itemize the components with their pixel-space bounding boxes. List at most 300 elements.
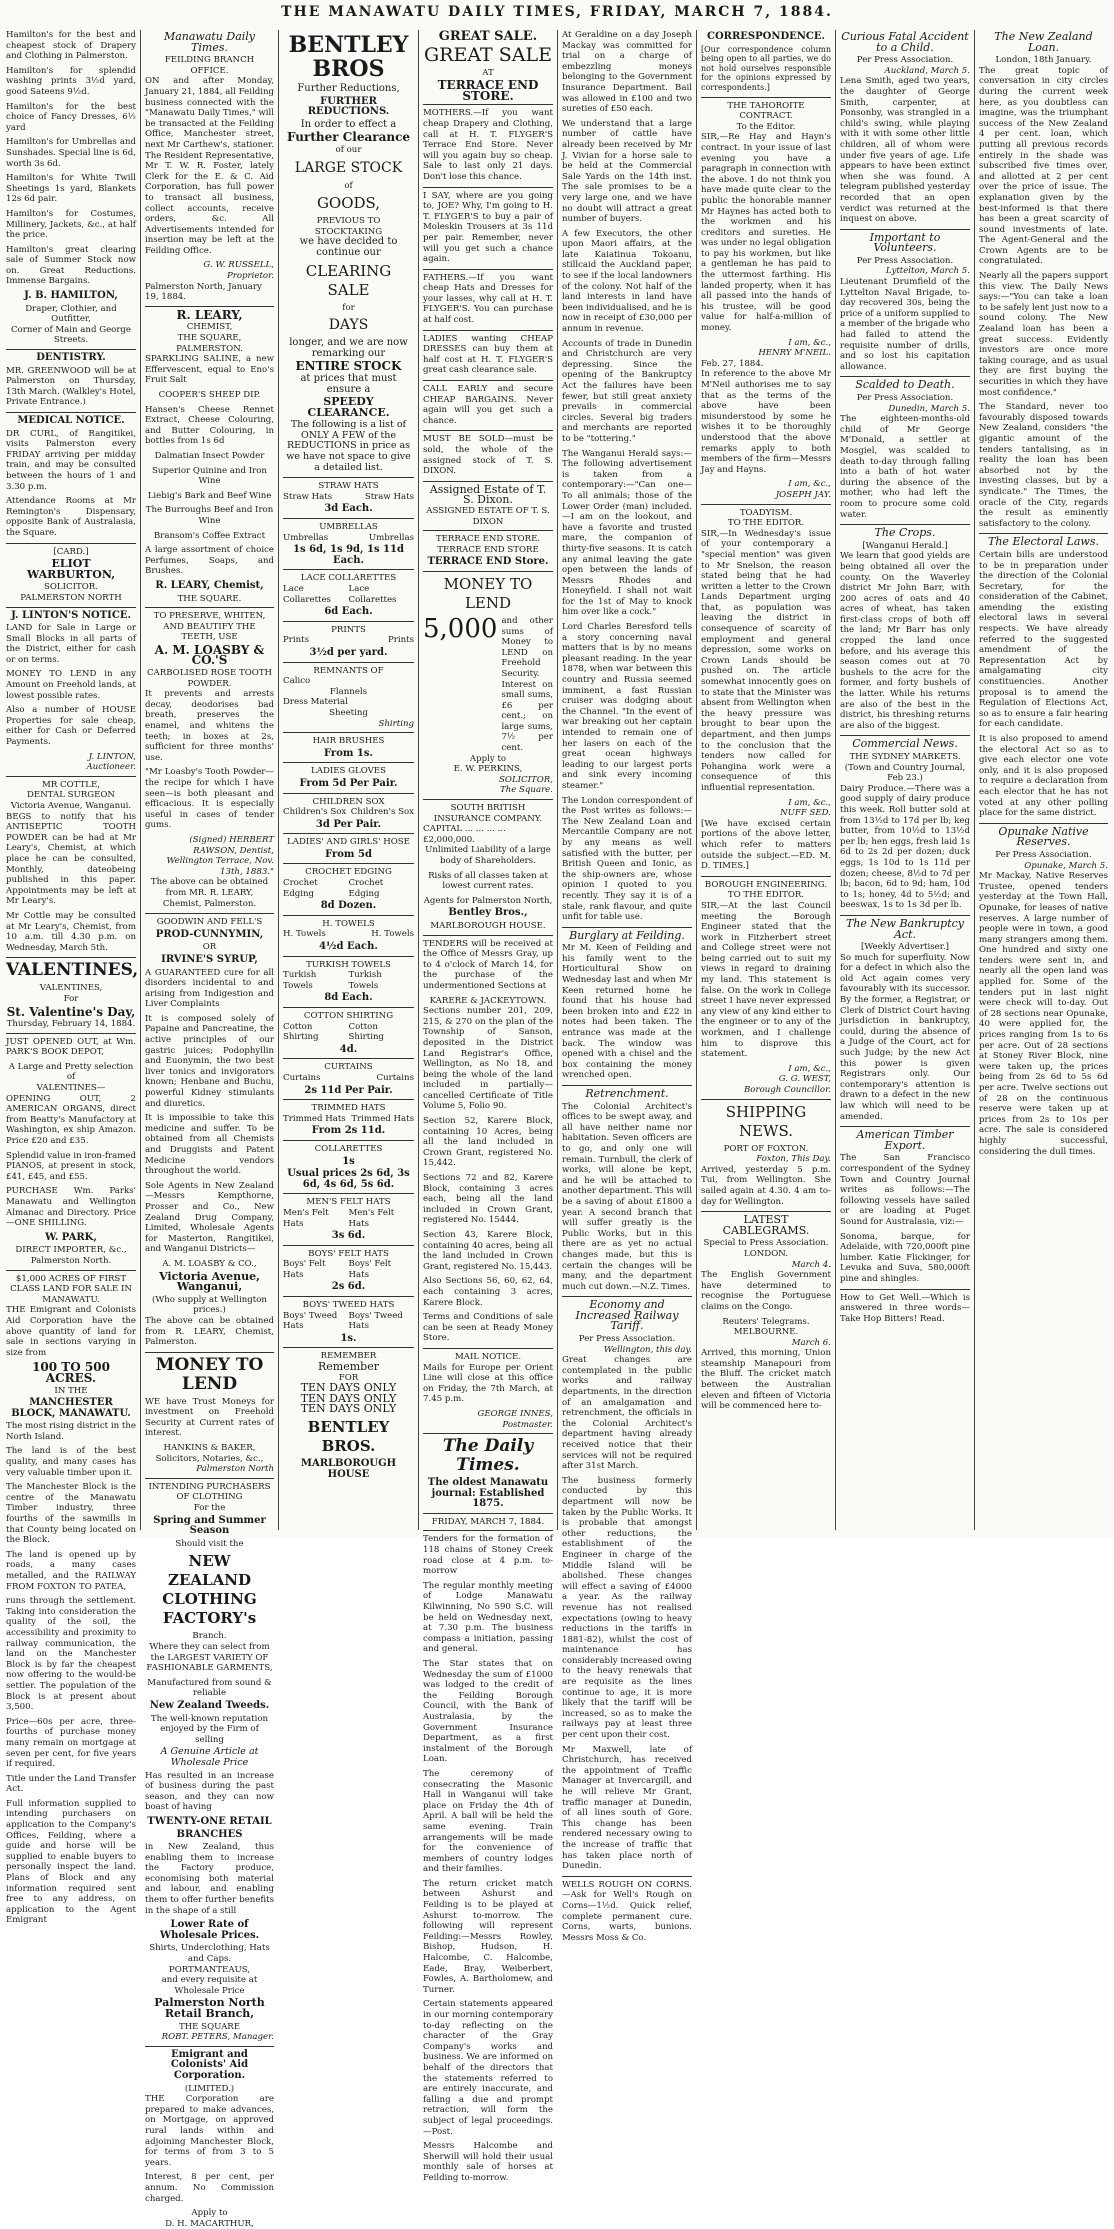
russell-sig: G. W. RUSSELL, [203,260,274,271]
loasby-product: CARBOLISED ROSE TOOTH POWDER. [146,668,273,689]
electoral-text-2: It is also proposed to amend the electoral Act so as to give each elector one vote only, and it is also proposed to require a declaration from each elector that he has not voted at any other polling place for the same district. [979,734,1108,819]
terrace-3: TERRACE END Store. [427,556,549,568]
corp-text: THE Corporation are prepared to make advances, on Mortgage, on approved rural lands within and adjoining Manchester Block, for terms of from 3 to 5 years. [145,2094,274,2168]
victoria-avenue: Victoria Avenue, Wanganui, [159,1269,260,1294]
sox-l: Children's Sox [283,807,347,818]
remember: REMEMBER [320,1351,377,1362]
leary-item-9: A large assortment of choice Perfumes, Soaps, and Brushes. [145,545,274,577]
leary-item-7: The Burroughs Beef and Iron Wine [145,505,274,526]
geraldine-1: At Geraldine on a day Joseph Mackay was committed for trial on a charge of embezzling moneys belonging to the Government Insurance Department. Bail was allowed in £100 and two sureties of £50 each. [562,30,692,115]
hamilton-trade: Draper, Clothier, and Outfitter, [25,303,117,325]
entire-stock: ENTIRE STOCK [295,359,402,374]
dentistry-text: MR. GREENWOOD will be at Palmerston on Thursday, 13th March. (Walkley's Hotel, Private Entrance.) [6,365,136,408]
valentines-2: VALENTINES, [39,983,103,994]
cotton-heading: COTTON SHIRTING [303,1011,394,1021]
section-56: Also Sections 56, 60, 62, 64, each containing 3 acres, Karere Block. [423,1276,553,1308]
column-8 [974,30,1112,1530]
local-5: The return cricket match between Ashurst and Feilding is to be played at Ashurst to-morrow. The following will represent Feilding:—Messrs Rowley, Bishop, Hudson, H. Halcombe, C. Halcombe, Eade, Bray, Weiberbert, Fowles, A. Bartholomew, and Turner. [423,1878,553,1995]
geraldine-2: We understand that a large number of cattle have already been received by Mr J. Vivian for a horse sale to be held at the Commercial Sale Yards on the 14th inst. The sale promises to be a very large one, and we have no doubt will attract a great number of buyers. [562,118,692,225]
economy-text-3: Mr Maxwell, late of Christchurch, has received the appointment of Traffic Manager at Invercargill, and he will relieve Mr Grant, traffic manager at Dunedin, of all lines south of Gore. This change has been rendered necessary owing to the increase of traffic that has taken place north of Dunedin. [562,1744,692,1872]
economy-sub: Per Press Association. [578,1334,676,1345]
postmaster: Postmaster. [502,1419,553,1430]
turkish-price: 8d Each. [324,992,373,1004]
geraldine-5: The Wanganui Herald says:—The following advertisement is taken from a contemporary:—"Can one—To all animals; those of the Lower Order (man) included.—I am on the lookout, and have a favorite and trusted mare, the companion of thirty-five seasons. It is catch any animal leaving the gate open between the lands of Messrs Rhodes and Honeyfield. I shall not wait for the 1st of May to knock him over like a cock." [562,448,692,618]
straw-r: Straw Hats [364,491,414,502]
park-place: Palmerston North. [30,1255,112,1266]
fathers: FATHERS.—If you want cheap Hats and Dresses for your lasses, why call at H. T. FLYGER'S. You can purchase at half cost. [423,272,553,326]
economy-text-1: Great changes are contemplated in the public works and railway departments, in the direction of an amalgamation and retrenchment, the officials in the Colonial Architect's department having already received notice that their services will not be required after 31st March. [562,1355,692,1472]
bentley-heading: BENTLEY BROS [288,32,409,82]
section-43: Section 43, Karere Block, containing 40 acres, being all the land included in Crown Grant, registered No. 15,443. [423,1230,553,1272]
reply-sig-2: JOSEPH JAY. [775,489,831,500]
cottle-text-2: Mr Cottle may be consulted at Mr Leary's, Chemist, from 10 a.m. till 4.30 p.m. on Wednesday, March 5th. [6,910,136,953]
perkins-square: The Square. [499,785,553,796]
linton-sig: J. LINTON, [88,751,136,762]
clearing-sale: CLEARING SALE [305,261,392,299]
masthead-title: THE MANAWATU DAILY TIMES, FRIDAY, MARCH 7, 1884. [281,4,833,20]
manchester-block: MANCHESTER BLOCK, MANAWATU. [11,1397,131,1419]
nzcf-branches: BRANCHES [176,1828,243,1840]
friday-date: FRIDAY, MARCH 7, 1884. [431,1516,545,1527]
mothers: MOTHERS.—If you want cheap Drapery and Clothing, call at H. T. FLYGER'S Terrace End Store. Never will you again buy so cheap. Sale to last only 21 days. Don't lose this chance. [423,108,553,182]
assigned-2: ASSIGNED ESTATE OF T. S. DIXON [426,505,550,527]
remnants-heading: REMNANTS OF [313,665,384,676]
borough-sig-3: Borough Councillor. [743,1085,831,1095]
opunake-sub: Per Press Association. [995,849,1092,860]
crops-text: We learn that good yields are being obtained all over the county. On the Waverley district Mr John Barr, with 200 acres of oats and 40 acres of wheat, has taken first-class crops of both off the land; Mr Barr has only cropped the land once before, and his average this season comes out at 70 bushels to the acre for the former, and forty bushels of the latter. While his returns are also of the best in the district, his threshing returns are also of the biggest. [840,551,970,731]
umbrellas-r: Umbrellas [368,532,414,543]
march-6: March 6. [791,1337,831,1348]
toadyism-text: SIR,—In Wednesday's issue of your contemporary a "special mention" was given to Mr Snelson, the reason stated being that he had written a letter to the Crown Lands Department urging that, as population was leaving the district in consequence of scarcity of employment and general depression, some works on Crown Lands should be pushed on. The article somewhat innocently goes on to state that the Minister was absent from Wellington when the heavy pressure was brought to bear upon the department, and then jumps to the conclusion that the tenders now called for Pohangina work were a consequence of this influential representation. [701,528,831,793]
limited: (LIMITED.) [184,2083,235,2094]
feilding-date: Palmerston North, January 19, 1884. [145,281,262,303]
park-title: DIRECT IMPORTER, &c., [15,1245,127,1256]
correspondence-heading: CORRESPONDENCE. [706,31,825,42]
cottle-name: MR COTTLE, [42,779,100,790]
crochet-l: Crochet Edging [283,878,318,899]
sydney-heading: THE SYDNEY MARKETS. [849,752,961,762]
money-apply: Apply to [469,753,507,764]
ladies: LADIES wanting CHEAP DRESSES can buy them at half cost at H. T. FLYGER'S great cash clearance sale. [423,333,553,376]
emigrant-text: THE Emigrant and Colonists Aid Corporation have the above quantity of land for sale in sections varying in size from [6,1305,136,1358]
leary-item-1: SPARKLING SALINE, a new Effervescent, equal to Eno's Fruit Salt [145,354,274,386]
local-2: The regular monthly meeting of Lodge Manawatu Kilwinning, No 590 S.C. will be held on Wednesday next, at 7.30 p.m. The business compass a initiation, passing and general. [423,1580,553,1655]
volunteers-heading: Important to Volunteers. [869,230,941,255]
column-1 [2,30,140,1926]
intending: INTENDING PURCHASERS OF CLOTHING [148,1481,271,1503]
marlborough-house: MARLBOROUGH HOUSE [300,1458,397,1480]
to-editor-2: TO THE EDITOR. [727,518,805,529]
eliot-place: PALMERSTON NORTH [20,592,122,603]
five-thousand: 5,000 [423,613,498,644]
crochet-r: Crochet Edging [348,878,384,899]
trimmed-r: Trimmed Hats [351,1113,414,1124]
medical-text: DR CURL, of Rangitikei, visits Palmerston every FRIDAY arriving per midday train, and may be consulted between the hours of 1 and 3.30 p.m. [6,428,136,492]
hankins-name: HANKINS & BAKER, [163,1443,256,1454]
sbi-unlimited: Unlimited Liability of a large body of Shareholders. [425,845,551,866]
htowels-price: 4½d Each. [319,941,378,953]
park-opened: JUST OPENED OUT, at Wm. PARK'S BOOK DEPOT, [6,1036,136,1058]
hamilton-ad-3: Hamilton's for the best choice of Fancy Dresses, 6½ yard [6,101,136,133]
hamilton-ad-2: Hamilton's for splendid washing prints 3½d yard, good Sateens 9½d. [6,65,136,97]
loan-place: London, 18th January. [995,55,1092,66]
toadyism-sig: I am, &c., [788,797,831,808]
further-reductions: Further Reductions, [297,83,400,94]
bankruptcy-sub: [Weekly Advertiser.] [861,942,949,953]
hamilton-name: J. B. HAMILTON, [24,290,118,302]
sbi-agents: Agents for Palmerston North, [423,895,553,906]
cotton-price: 4d. [339,1043,358,1055]
scalded-place: Dunedin, March 5. [888,403,970,414]
volunteers-text: Lieutenant Drumfield of the Lyttelton Naval Brigade, to-day recovered 30s, being the price of a uniform supplied to a member of the brigade who had failed to attend the requisite number of drills, and so lost his capitation allowance. [840,277,970,372]
contract-sig: I am, &c., [788,337,831,348]
nzcf-requisite: and every requisite at Wholesale Price [161,1975,258,1996]
or: OR [202,942,217,953]
preserve-heading: TO PRESERVE, WHITEN, AND BEAUTIFY THE TEETH, USE [153,611,266,643]
trimmed-heading: TRIMMED HATS [311,1103,386,1114]
straw-l: Straw Hats [283,491,333,502]
manchester-text-5: runs through the settlement. Taking into consideration the quality of the soil, the accessibility and proximity to railway communication, the land on the Manchester Block is by far the cheapest now offering to the would-be settler. The population of the Block is at present about 3,500. [6,1596,136,1713]
medical-text-2: Attendance Rooms at Mr Remington's Dispensary, opposite Bank of Australasia, the Square. [6,496,136,538]
irvine-text-2: It is composed solely of Papaine and Pancreatine, the active principles of our gastric juices; Podophyllin and Euonymin, the two best liver tonics and invigorators known; Henbane and Buchu, powerful Kidney stimulants and diuretics. [145,1013,274,1109]
hamilton-ad-4: Hamilton's for Umbrellas and Sunshades. Special line is 6d, worth 3s 6d. [6,137,136,169]
mdt-heading: Manawatu Daily Times. [163,30,256,54]
scalded-text: The eighteen-months-old child of Mr George M'Donald, a settler at Mosgiel, was scalded to death to-day through falling into a bath of hot water during the absence of the mother, who had left the room to procure some cold water. [840,414,970,520]
leary-item-8: Bransom's Coffee Extract [153,530,266,541]
park-pianos: Splendid value in iron-framed PIANOS, at present in stock, £41, £45, and £55. [6,1150,136,1182]
loasby-signed: (Signed) HERBERT RAWSON, Dentist, [189,834,274,856]
victoria-3: The above can be obtained from R. LEARY, Chemist, Palmerston. [145,1315,274,1348]
section-52: Section 52, Karere Block, containing 10 Acres, being all the land included in Crown Grant, registered No. 15,442. [423,1116,553,1169]
corns-ad: WELLS ROUGH ON CORNS.—Ask for Well's Rough on Corns—1½d. Quick relief, complete permanent cure. Corns, warts, bunions. Messrs Moss & Co. [562,1879,692,1943]
terrace-1: TERRACE END STORE. [435,534,541,545]
corp-apply: Apply to [191,2208,228,2219]
htowels-heading: H. TOWELS [322,918,375,929]
remnants-shirting: Shirting [378,718,414,729]
medical-heading: MEDICAL NOTICE. [17,415,125,426]
economy-place: Wellington, this day. [603,1344,692,1355]
innes: GEORGE INNES, [477,1408,553,1419]
cablegrams-heading: LATEST CABLEGRAMS. [722,1213,810,1237]
russell-title: Proprietor. [226,271,274,282]
great-sale-2: GREAT SALE [424,43,552,66]
loasby-obtained: The above can be obtained from MR. R. LEARY, Chemist, Palmerston. [150,877,269,909]
bentley-bros: BENTLEY BROS. [307,1418,390,1455]
loasby-signed-2: Wellington Terrace, Nov. 13th, 1883." [166,856,274,877]
umbrellas-price: 1s 6d, 1s 9d, 1s 11d Each. [293,544,404,566]
march-4: March 4. [791,1259,831,1270]
editor-note: [We have excised certain portions of the above letter, which refer to matters outside the subject.—ED. M. D. TIMES.] [701,818,831,872]
irvine: IRVINE'S SYRUP, [161,953,258,965]
geraldine-3: A few Executors, the other upon Maori affairs, at the late Kaiatinua Tokoanu, stillcaid the Auckland paper, to see if the local landowners of the colony. Not half of the land interests in land have been individualised, and he is now in receipt of £30,000 per annum in revenue. [562,228,692,335]
mail-heading: MAIL NOTICE. [454,1351,522,1362]
ten-days-1: TEN DAYS ONLY [300,1381,397,1395]
tweed-heading: BOYS' TWEED HATS [302,1300,395,1311]
toadyism-heading: TOADYISM. [739,507,793,518]
leary-item-6: Liebig's Bark and Beef Wine [147,490,272,501]
curious-heading: Curious Fatal Accident to a Child. [841,30,969,54]
feilding-text: ON and after Monday, January 21, 1884, all Feilding business connected with the "Manawatu Daily Times," will be transacted at the Feilding Office, Manchester street, next Mr Carthew's, stationer. The Resident Representative, Mr T. W. R. Foster, lately Clerk for the E. & C. Aid Corporation, has full power to transact all business, collect accounts, receive orders, &c. All Advertisements intended for insertion may be left at the Feilding Office. [145,76,274,256]
i-say: I SAY, where are you going to, JOE? Why, I'm going to H. T. FLYGER'S to buy a pair of Moleskin Trousers at 3s 11d per pair. Remember, never will you get such a chance again. [423,190,553,265]
nzcf-twenty: TWENTY-ONE RETAIL [147,1815,272,1827]
column-2 [140,30,278,2229]
linton-money: MONEY TO LEND in any Amount on Freehold lands, at lowest possible rates. [6,669,136,701]
goodwin: GOODWIN AND FELL'S [156,917,263,928]
umbrellas-l: Umbrellas [283,532,329,543]
local-7: Messrs Halcombe and Sherwill will hold their usual monthly sale of horses at Feilding to-morrow. [423,2141,553,2183]
geraldine-7: The London correspondent of the Post writes as follows:—The New Zealand Loan and Mercantile Company are not by any means as well satisfied with the butter, per British Queen and Ionic, as the ship-owners are, whose opinion I quoted to you recently. They say it is of a stale, rank flavour, and quite unfit for table use. [562,795,692,923]
nzcf-lower: Lower Rate of Wholesale Prices. [159,1919,260,1941]
manchester-text-2: The land is of the best quality, and many cases has very valuable timber upon it. [6,1446,136,1478]
terrace-2: TERRACE END STORE [437,544,539,555]
oldest-journal: The oldest Manawatu journal: Established 1875. [427,1477,549,1510]
curtains-l: Curtains [283,1072,321,1083]
crops-sub: [Wanganui Herald.] [862,540,948,551]
london-heading: LONDON. [744,1248,788,1259]
leary-heading: R. LEARY, [176,307,243,322]
contract-reply: In reference to the above Mr M'Neil authorises me to say that as the terms of the above have been misunderstood by some he wishes it to be thoroughly understood that the above remarks apply to both members of the firm—Messrs Jay and Hayns. [701,369,831,475]
large-stock: LARGE STOCK [294,159,403,176]
local-6: Certain statements appeared in our morning contemporary to-day reflecting on the character of the Gray Company's works and business. We are informed on behalf of the directors that the statements referred to are entirely inaccurate, and falling a due and prompt retraction, will form the subject of legal proceedings.—Post. [423,1999,553,2137]
loan-text-1: The great topic of conversation in city circles during the current week here, as you doubtless can imagine, was the triumphant success of the New Zealand 4 per cent. loan, which putting all previous records entirely in the shade was subscribed five times over, and allotted at 2 per cent over the price of issue. The explanation given by the best-informed is that there has been a great scarcity of sound investments of late. The Agent-General and the Crown Agents are to be congratulated. [979,65,1108,267]
remember-2: Remember [318,1360,379,1374]
to-editor-3: TO THE EDITOR. [727,890,805,901]
opunake-place: Opunake, March 5. [1024,860,1108,871]
great-sale: GREAT SALE. [438,29,538,44]
eliot-name: ELIOT WARBURTON, [26,557,116,581]
melbourne: MELBOURNE. [733,1327,799,1338]
nzcf-where: Where they can select from the LARGEST VARIETY OF FASHIONABLE GARMENTS, [146,1642,273,1674]
of: of [344,180,353,191]
bankruptcy-heading: The New Bankruptcy Act. [845,916,965,941]
at: AT [482,67,494,78]
how-to-get-well: How to Get Well.—Which is answered in three words—Take Hop Bitters! Read. [840,1292,970,1324]
assigned: Assigned Estate of T. S. Dixon. [429,482,547,507]
local-1: Tenders for the formation of 118 chains of Stoney Creek road close at 4 p.m. to-morrow [423,1534,553,1577]
terrace-end-store: TERRACE END STORE. [437,78,539,103]
sbi-heading: SOUTH BRITISH INSURANCE COMPANY. [433,803,543,824]
nzcf-heading: NEW ZEALAND CLOTHING FACTORY's [162,1552,257,1628]
burglary-heading: Burglary at Feilding. [569,928,685,942]
leary-chemist: CHEMIST, [186,322,233,333]
economy-heading: Economy and Increased Railway Tariff. [575,1298,679,1333]
turkish-l: Turkish Towels [283,970,317,991]
foxton-day: Foxton, This Day. [756,1154,831,1165]
sbi-bentley: Bentley Bros., [448,907,528,919]
leary-sig: R. LEARY, Chemist, [155,579,264,591]
port-foxton: PORT OF FOXTON. [723,1143,809,1154]
boys-heading: BOYS' FELT HATS [308,1248,389,1259]
following: The following is a list of ONLY A FEW of the REDUCTIONS in price as we have not space to give a detailed list. [286,419,411,473]
peters-manager: ROBT. PETERS, Manager. [161,2032,274,2043]
reply-sig: I am, &c., [788,479,831,490]
collarettes-heading: COLLARETTES [314,1143,383,1154]
nzcf-manufactured: Manufactured from sound & reliable [147,1677,272,1699]
loan-text-2: Nearly all the papers support this view. The Daily News says:—"You can take a loan to be safely lent just now to a sound colony. The New Zealand loan has been a great success. Evidently investors are once more taking courage, and as usual they are first buying the securities in which they have most confidence." [979,271,1108,398]
gloves-heading: LADIES GLOVES [311,766,386,777]
retrenchment-text: The Colonial Architect's offices to be swept away, and all have neither name nor habitation. Seven officers are to go, and only one will remain. Turnbull, the clerk of works, will alone be kept, and he will be attached to another department. This will be a saving of about £1800 a year. A second branch that will suffer greatly is the Public Works, but in this there are as yet no actual changes made, but this is certain the changes will be many, and the department much cut down.—N.Z. Times. [562,1101,692,1292]
htowels-l: H. Towels [283,929,326,940]
sydney-text: Dairy Produce.—There was a good supply of dairy produce this week. Roll butter sold at from 13½d to 17d per lb; keg butter, from 10½d to 13½d per lb; hen eggs, fresh laid 1s 6d to 2s 2d per dozen; duck eggs, 1s 10d to 1s 11d per dozen; cheese, 8½d to 7d per lb; bacon, 6d to 9d; ham, 10d to 1s; honey, 4d to 5½d; and beeswax, 1s to 1s 3d per lb. [840,783,970,911]
curious-place: Auckland, March 5. [884,65,970,76]
toadyism-sig-2: NUFF SED. [780,808,831,819]
boys-l: Boys' Felt Hats [283,1259,326,1280]
collarettes-price: 1s [342,1155,355,1167]
irvine-agents: Sole Agents in New Zealand—Messrs Kempthorne, Prosser and Co., New Zealand Drug Company, Limited, Wholesale Agents for Masterton, Rangitikei, and Wanganui Districts— [145,1180,274,1255]
curtains-price: 2s 11d Per Pair. [304,1084,393,1096]
hair-price: From 1s. [324,747,373,759]
geraldine-4: Accounts of trade in Dunedin and Christchurch are very depressing. Since the opening of the Bankruptcy Act the failures have been fewer, but still great anxiety prevails in commercial circles. Several big traders and merchants are reported to be "tottering." [562,338,692,444]
hose-heading: LADIES' AND GIRLS' HOSE [287,837,410,848]
dentistry-heading: DENTISTRY. [36,352,106,364]
hamilton-ad-1: Hamilton's for the best and cheapest stock of Drapery and Clothing in Palmerston. [6,30,136,62]
leary-item-5: Superior Quinine and Iron Wine [152,465,267,487]
sox-heading: CHILDREN SOX [312,796,385,807]
timber-text-2: Sonoma, barque, for Adelaide, with 720,000ft pine lumber. Katie Flickinger, for Levuka and Suva, 580,000ft pine and shingles. [840,1231,970,1284]
turkish-r: Turkish Towels [348,970,382,991]
in-the: IN THE [54,1385,88,1396]
opunake-heading: Opunake Native Reserves. [998,824,1089,849]
for: for [342,302,355,313]
straw-price: 3d Each. [324,503,373,515]
section-72: Sections 72 and 82, Karere Block, containing 3 acres each, being all the land included in Crown Grant, registered No. 15444. [423,1173,553,1226]
leary-item-2: COOPER'S SHEEP DIP. [158,390,261,400]
money-heading: MONEY TO LEND [443,574,533,612]
curtains-r: Curtains [376,1072,414,1083]
hankins-place: Palmerston North [196,1464,274,1475]
spring-season: Spring and Summer Season [153,1514,266,1537]
burglary-text: Mr M. Keen of Feilding and his family went to the Horticultural Show on Wednesday last and when Mr Keen returned home he found that his house had been broken into and £22 in notes had been taken. The entrance was made at the back. The window was opened with a chisel and the box containing the money wrenched open. [562,943,692,1081]
palmerston-branch: Palmerston North Retail Branch, [154,1996,265,2020]
htowels-r: H. Towels [371,929,414,940]
tenders-text: TENDERS will be received at the Office of Messrs Gray, up to 4 o'clock of March 14, for the purchase of the undermentioned Sections at [423,938,553,991]
perkins-solicitor: SOLICITOR, [499,774,553,785]
leary-address: THE SQUARE, PALMERSTON. [176,333,243,354]
park-valentines: VALENTINES— [36,1083,106,1094]
money-to-lend-heading: MONEY TO LEND [155,1354,264,1394]
borough-sig-2: G. G. WEST, [778,1074,831,1085]
speedy: SPEEDY CLEARANCE. [307,395,390,419]
crops-heading: The Crops. [874,526,936,540]
correspondence-disclaimer: [Our correspondence column being open to all parties, we do not hold ourselves responsible for the opinions expressed by correspondents.] [701,44,831,92]
sbi-marlborough: MARLBOROUGH HOUSE. [430,920,546,931]
emigrant-corp: Emigrant and Colonists' Aid Corporation. [170,2048,249,2081]
park-selection: A Large and Pretty selection of [8,1061,134,1083]
scalded-press: Per Press Association. [856,393,954,403]
nzcf-resulted: Has resulted in an increase of business during the past season, and they can now boast of having [145,1770,274,1813]
volunteers-place: Lyttelton, March 5. [885,266,970,277]
felt-heading: MEN'S FELT HATS [306,1197,391,1208]
contract-heading: THE TAHOROITE CONTRACT. [727,100,805,122]
contract-date: Feb. 27, 1884. [701,358,764,369]
sbi-risks: Risks of all classes taken at lowest current rates. [428,870,548,892]
must-be-sold: MUST BE SOLD—must be sold, the whole of the assigned stock of T. S. DIXON. [423,434,553,477]
tweed-r: Boys' Tweed Hats [348,1310,403,1332]
sections-text: Sections number 201, 209, 215, & 270 on the plan of the Township of Sanson, deposited in the District Land Registrar's Office, Wellington, as No 18, and being the whole of the land included in partially—cancelled Certificate of Title Volume 5, Folio 90. [423,1006,553,1112]
for-the: For the [193,1503,226,1514]
column-3 [278,30,418,1530]
should-visit: Should visit the [175,1538,244,1549]
call-early: CALL EARLY and secure CHEAP BARGAINS. Never again will you get such a chance. [423,384,553,426]
borough-sig: I am, &c., [788,1063,831,1074]
loan-heading: The New Zealand Loan. [994,30,1093,54]
irvine-text-3: It is impossible to take this medicine and suffer. To be obtained from all Chemists and Druggists and Patent Medicine vendors throughout the world. [145,1113,274,1177]
remnants-sheeting: Sheeting [329,707,368,718]
nzcf-branch: Branch. [192,1631,227,1642]
cottle-address: Victoria Avenue, Wanganui. [10,801,132,811]
in-order: In order to effect a [300,118,397,130]
curtains-heading: CURTAINS [324,1062,373,1073]
remnants-dress: Dress Material [283,697,348,708]
curious-text: Lena Smith, aged two years, the daughter of George Smith, carpenter, at Ponsonby, was strangled in a child's swing, while playing with it with some other little children, all of whom were under five years of age. Life appears to have been extinct when she was found. A telegram published yesterday recorded that an open verdict was returned at the inquest on above. [840,76,970,225]
eliot-title: SOLICITOR. [44,582,98,593]
straw-heading: STRAW HATS [318,481,379,492]
money-to-lend-text: WE have Trust Moneys for investment on Freehold Security at Current rates of interest. [145,1396,274,1439]
column-4 [418,29,557,2183]
park-name: W. PARK, [45,1231,97,1243]
sox-r: Children's Sox [350,807,414,818]
manchester-text-7: Title under the Land Transfer Act. [6,1773,136,1795]
lace-r: Lace Collarettes [348,584,397,605]
electoral-text-1: Certain bills are understood to be in preparation under the direction of the Colonial Secretary, for the consideration of the Cabinet, amending the existing electoral laws in several respects. We have already referred to the suggested amendment of the Representation Act by amalgamating city constituencies. Another proposal is to amend the Regulation of Elections Act, so as to ensure a fair hearing for each candidate. [979,549,1108,730]
hamilton-address: Corner of Main and George Streets. [10,324,132,346]
karere: KARERE & JACKEYTOWN. [429,995,547,1006]
linton-sig-2: Auctioneer. [86,762,136,773]
acres-heading: $1,000 ACRES OF FIRST CLASS LAND FOR SALE IN MANAWATU. [10,1273,132,1305]
manchester-text-8: Full information supplied to intending purchasers on application to the Company's Offices, Feilding, where a guide and horse will be supplied to enable buyers to personally inspect the land. Plans of Block and any information required sent free to any address, on application to the Agent Emigrant [6,1798,136,1926]
park-almanac: PURCHASE Wm. Parks' Manawatu and Wellington Almanac and Directory. Price—ONE SHILLING. [6,1186,136,1229]
umbrellas-heading: UMBRELLAS [319,522,378,533]
economy-text-2: The business formerly conducted by this department will now be taken by the Public Works. It is probable that amongst other reductions, the establishment of the Engineer in charge of the Middle Island will be abolished. These changes will effect a saving of £4000 a year. As the railway revenue has not realised expectations (owing to heavy reductions in the tariffs in 1881-82), whilst the cost of maintenance has considerably increased owing to the heavy renewals that are requisite as the lines continue to age, it is more likely that the tariff will be increased, so as to make the railways pay at least three per cent upon their cost. [562,1475,692,1741]
valentines-day: St. Valentine's Day, [6,1004,136,1019]
corp-macarthur: D. H. MACARTHUR, [165,2218,254,2229]
cotton-l: Cotton Shirting [283,1021,319,1043]
prices: at prices that must ensure a [300,372,397,395]
goods: GOODS, [316,194,381,213]
feilding-branch: FEILDING BRANCH OFFICE. [164,55,255,76]
nzcf-branches-text: in New Zealand, thus enabling them to increase the Factory produce, economising both material and labour, and enabling them to offer further benefits in the shape of a still [145,1842,274,1916]
timber-text: The San Francisco correspondent of the Sydney Town and Country Journal writes as follows:—The following vessels have sailed or are loading at Puget Sound for Australasia, viz:— [840,1153,970,1227]
lace-price: 6d Each. [324,606,373,618]
loan-text-3: The Standard, never too favourably disposed towards New Zealand, considers "the gigantic amount of the tenders tantalising, as in reality the loan has been absorbed not by the investing classes, but by a syndicate." The Times, the oracle of the City, regards the result as eminently satisfactory to the colony. [979,402,1108,529]
loasby-heading: A. M. LOASBY & CO.'S [154,642,265,668]
leary-item-4: Dalmatian Insect Powder [154,450,265,461]
manchester-text-6: Price—60s per acre, three-fourths of purchase money many remain on mortgage at seven per cent, for five years if required. [6,1716,136,1770]
curious-press: Per Press Association. [856,55,954,66]
ten-days-2: TEN DAYS ONLY [300,1391,397,1405]
loasby-sig-3: A. M. LOASBY & CO., [162,1258,257,1269]
days: DAYS [328,317,369,334]
further-clearance: Further Clearance [286,130,411,145]
felt-r: Men's Felt Hats [348,1207,395,1229]
local-4: The ceremony of consecrating the Masonic Hall in Wanganui will take place on Friday the 4th of April. A ball will be held the same evening. Train arrangements will be made for the convenience of members of country lodges and their families. [423,1768,553,1875]
prints-price: 3½d per yard. [309,646,388,658]
commercial-heading: Commercial News. [852,737,958,751]
london-text: The English Government have determined to recognise the Portuguese claims on the Congo. [701,1270,831,1312]
reuters: Reuters' Telegrams. [722,1316,810,1327]
leary-sig-2: THE SQUARE. [177,593,242,604]
five-text: and other sums of Money to LEND on Freehold Security. Interest on small sums, £6 per cent.; on large sums, 7½ per cent. [501,615,553,754]
volunteers-press: Per Press Association. [856,255,954,266]
perkins: E. W. PERKINS, [453,764,523,775]
nzcf-genuine: A Genuine Article at Wholesale Price [160,1746,259,1768]
hose-price: From 5d [325,848,372,860]
collarettes-usual: Usual prices 2s 6d, 3s 6d, 4s 6d, 5s 6d. [287,1168,410,1190]
timber-heading: American Timber Export. [856,1128,954,1152]
column-6 [696,30,835,1530]
retrenchment-heading: Retrenchment. [585,1087,669,1100]
column-7 [835,30,974,1530]
